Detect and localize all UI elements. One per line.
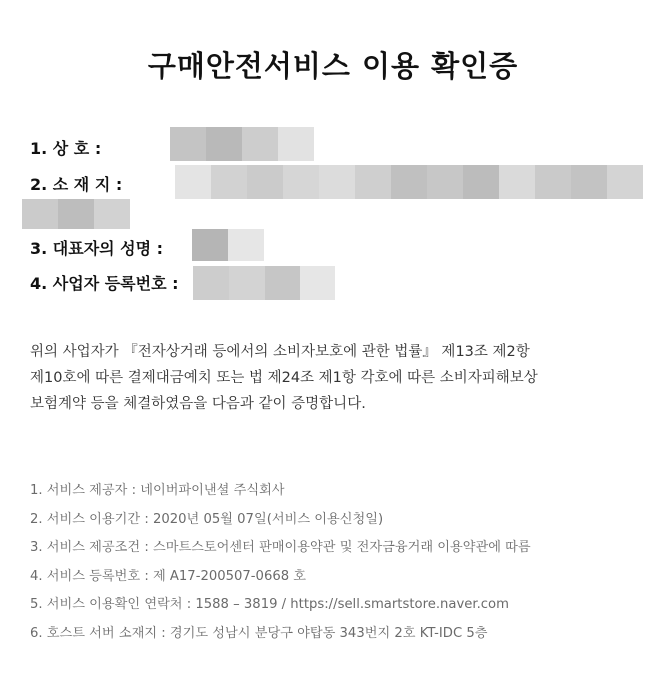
field-business-name-label: 1. 상 호 : bbox=[30, 139, 102, 158]
service-info-list bbox=[30, 479, 650, 651]
redacted-representative bbox=[192, 229, 264, 261]
paragraph-line: 위의 사업자가 『전자상거래 등에서의 소비자보호에 관한 법률』 제13조 제2항 bbox=[30, 344, 530, 360]
redacted-business-name bbox=[170, 127, 314, 161]
service-item-registration: 4. 서비스 등록번호 : 제 A17-200507-0668 호 bbox=[30, 568, 307, 584]
field-business-name bbox=[30, 136, 101, 159]
document-title: 구매안전서비스 이용 확인증 bbox=[147, 49, 519, 83]
field-address bbox=[30, 172, 122, 195]
field-registration-number-label: 4. 사업자 등록번호 : bbox=[30, 274, 179, 293]
redacted-address-line1 bbox=[175, 165, 643, 199]
service-item-host-server: 6. 호스트 서버 소재지 : 경기도 성남시 분당구 야탑동 343번지 2호 KT-IDC 5층 bbox=[30, 625, 488, 641]
field-address-label: 2. 소 재 지 : bbox=[30, 175, 123, 194]
paragraph-line: 제10호에 따른 결제대금예치 또는 법 제24조 제1항 각호에 따른 소비자피해보상 bbox=[30, 370, 538, 386]
field-representative-label: 3. 대표자의 성명 : bbox=[30, 239, 164, 258]
service-item-period: 2. 서비스 이용기간 : 2020년 05월 07일(서비스 이용신청일) bbox=[30, 511, 384, 527]
field-registration-number bbox=[30, 271, 179, 294]
service-item-contact: 5. 서비스 이용확인 연락처 : 1588 – 3819 / https://sell.smartstore.naver.com bbox=[30, 597, 509, 613]
service-item-conditions: 3. 서비스 제공조건 : 스마트스토어센터 판매이용약관 및 전자금융거래 이용약관에 따름 bbox=[30, 540, 531, 556]
redacted-registration-number bbox=[193, 266, 335, 300]
paragraph-line: 보험계약 등을 체결하였음을 다음과 같이 증명합니다. bbox=[30, 396, 366, 412]
redacted-address-line2 bbox=[22, 199, 130, 229]
certification-paragraph bbox=[30, 339, 640, 417]
field-representative bbox=[30, 236, 163, 259]
service-item-provider: 1. 서비스 제공자 : 네이버파이낸셜 주식회사 bbox=[30, 483, 285, 498]
